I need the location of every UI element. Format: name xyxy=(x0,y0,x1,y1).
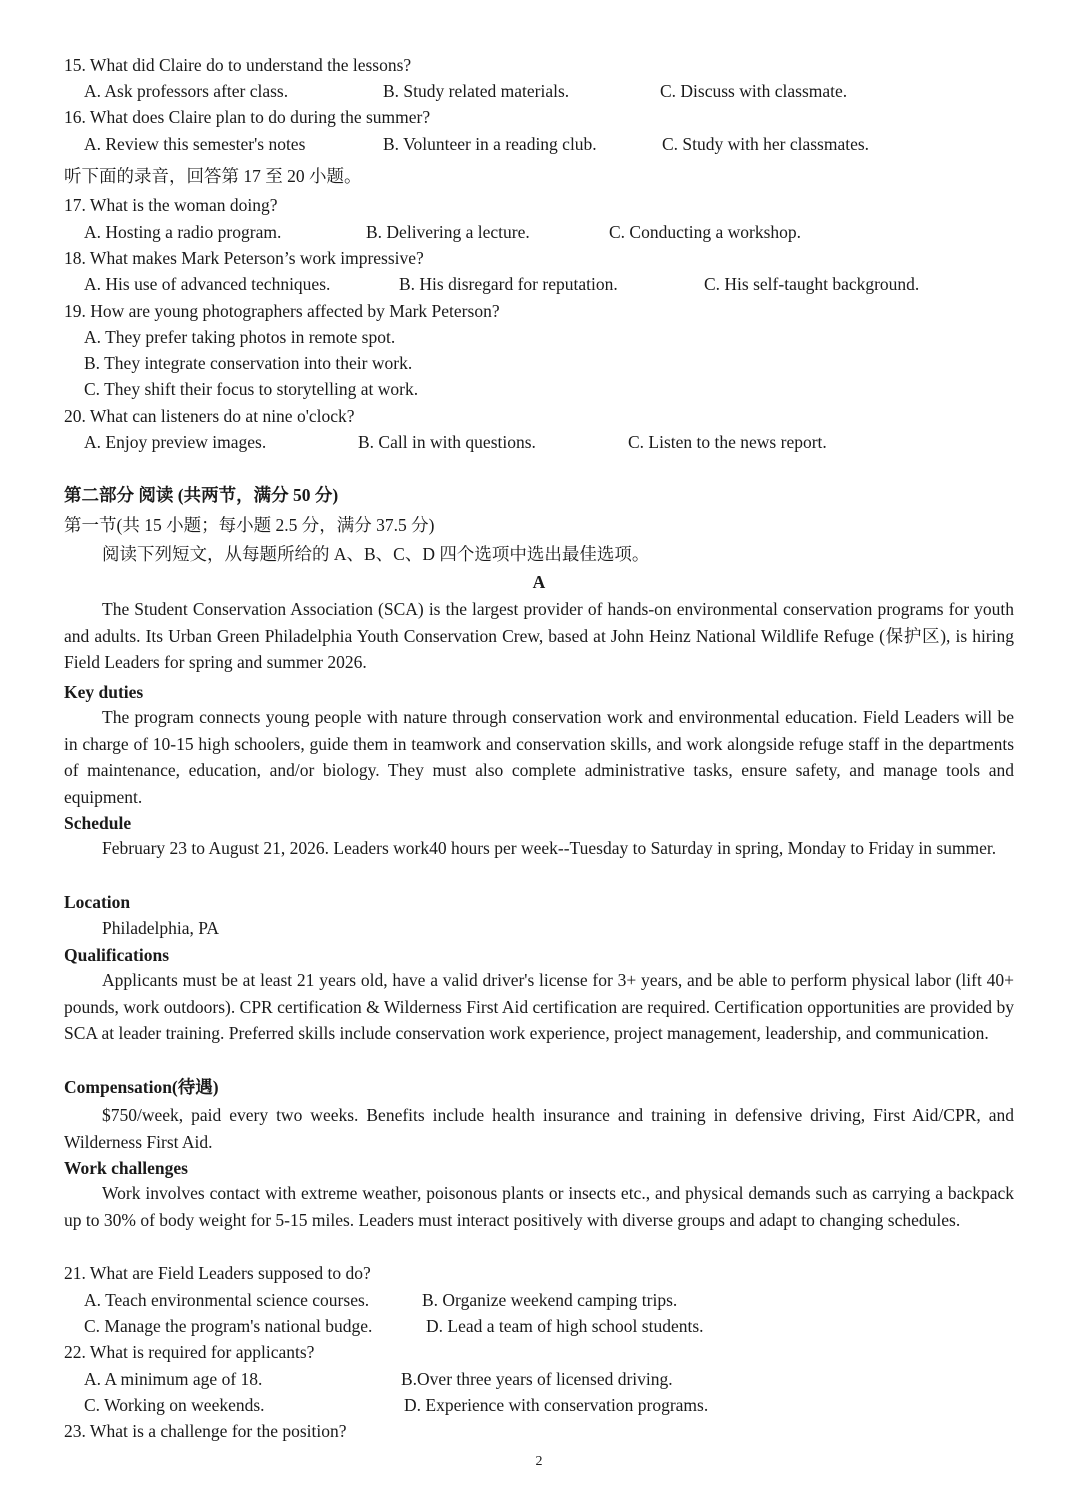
reading-instruction: 阅读下列短文，从每题所给的 A、B、C、D 四个选项中选出最佳选项。 xyxy=(102,544,650,564)
question-18: 18. What makes Mark Peterson’s work impressive? xyxy=(64,248,424,268)
location-heading: Location xyxy=(64,892,131,912)
schedule-paragraph xyxy=(64,835,1014,862)
option-15b: B. Study related materials. xyxy=(383,81,570,101)
schedule-text: February 23 to August 21, 2026. Leaders work40 hours per week--Tuesday to Saturday in spring, Monday to Friday in summer. xyxy=(102,838,997,858)
section-one-title: 第一节(共 15 小题；每小题 2.5 分，满分 37.5 分) xyxy=(64,515,435,535)
qualifications-text: Applicants must be at least 21 years old, have a valid driver's license for 3+ years, and be able to perform physical labor (lift 40+ pounds, work outdoors). CPR certification & Wilderness First Aid certification are required. Certification opportunities are provided by SCA at leader training. Preferred skills include conservation work experience, project management, leadership, and communication. xyxy=(64,970,1014,1043)
qualifications-heading: Qualifications xyxy=(64,945,170,965)
passage-letter: A xyxy=(532,572,546,592)
key-duties-heading: Key duties xyxy=(64,682,144,702)
passage-intro xyxy=(64,596,1014,676)
option-17c: C. Conducting a workshop. xyxy=(609,222,802,242)
work-challenges-text: Work involves contact with extreme weather, poisonous plants or insects etc., and physical demands such as carrying a backpack up to 30% of body weight for 5-15 miles. Leaders must interact positively with diverse groups and adapt to changing schedules. xyxy=(64,1183,1014,1230)
option-21c: C. Manage the program's national budge. xyxy=(84,1316,373,1336)
work-challenges-heading: Work challenges xyxy=(64,1158,188,1178)
option-15c: C. Discuss with classmate. xyxy=(660,81,848,101)
option-17b: B. Delivering a lecture. xyxy=(366,222,530,242)
option-18a: A. His use of advanced techniques. xyxy=(84,274,331,294)
question-22: 22. What is required for applicants? xyxy=(64,1342,315,1362)
option-16c: C. Study with her classmates. xyxy=(662,134,870,154)
option-16a: A. Review this semester's notes xyxy=(84,134,306,154)
option-19a: A. They prefer taking photos in remote spot. xyxy=(84,327,396,347)
compensation-text: $750/week, paid every two weeks. Benefits include health insurance and training in defensive driving, First Aid/CPR, and Wilderness First Aid. xyxy=(64,1105,1014,1152)
passage-intro-text: The Student Conservation Association (SCA) is the largest provider of hands-on environmental conservation programs for youth and adults. Its Urban Green Philadelphia Youth Conservation Crew, based at John Heinz National Wildlife Refuge (保护区), is hiring Field Leaders for spring and summer 2026. xyxy=(64,599,1014,672)
option-22c: C. Working on weekends. xyxy=(84,1395,265,1415)
location-text: Philadelphia, PA xyxy=(102,918,219,938)
compensation-paragraph xyxy=(64,1102,1014,1155)
option-22a: A. A minimum age of 18. xyxy=(84,1369,263,1389)
option-19b: B. They integrate conservation into their work. xyxy=(84,353,413,373)
schedule-heading: Schedule xyxy=(64,813,132,833)
option-18b: B. His disregard for reputation. xyxy=(399,274,618,294)
option-20c: C. Listen to the news report. xyxy=(628,432,827,452)
key-duties-text: The program connects young people with nature through conservation work and environmental education. Field Leaders will be in charge of 10-15 high schoolers, guide them in teamwork and conservation skills, and work alongside refuge staff in the departments of maintenance, education, and/or biology. They must also complete administrative tasks, ensure safety, and manage tools and equipment. xyxy=(64,707,1014,807)
compensation-heading: Compensation(待遇) xyxy=(64,1077,219,1097)
question-15: 15. What did Claire do to understand the lessons? xyxy=(64,55,412,75)
question-20: 20. What can listeners do at nine o'clock? xyxy=(64,406,355,426)
option-16b: B. Volunteer in a reading club. xyxy=(383,134,597,154)
page-number: 2 xyxy=(535,1454,543,1469)
question-23: 23. What is a challenge for the position? xyxy=(64,1421,347,1441)
part-two-title: 第二部分 阅读 (共两节，满分 50 分) xyxy=(64,485,339,505)
key-duties-paragraph xyxy=(64,704,1014,810)
listening-instruction: 听下面的录音，回答第 17 至 20 小题。 xyxy=(64,166,362,186)
option-17a: A. Hosting a radio program. xyxy=(84,222,282,242)
option-21a: A. Teach environmental science courses. xyxy=(84,1290,370,1310)
option-15a: A. Ask professors after class. xyxy=(84,81,289,101)
question-16: 16. What does Claire plan to do during the summer? xyxy=(64,107,431,127)
question-21: 21. What are Field Leaders supposed to do? xyxy=(64,1263,371,1283)
option-21d: D. Lead a team of high school students. xyxy=(426,1316,704,1336)
option-18c: C. His self-taught background. xyxy=(704,274,920,294)
option-19c: C. They shift their focus to storytelling at work. xyxy=(84,379,419,399)
option-22d: D. Experience with conservation programs. xyxy=(404,1395,709,1415)
qualifications-paragraph xyxy=(64,967,1014,1047)
option-21b: B. Organize weekend camping trips. xyxy=(422,1290,678,1310)
question-17: 17. What is the woman doing? xyxy=(64,195,278,215)
option-22b: B.Over three years of licensed driving. xyxy=(401,1369,673,1389)
question-19: 19. How are young photographers affected by Mark Peterson? xyxy=(64,301,500,321)
option-20a: A. Enjoy preview images. xyxy=(84,432,267,452)
work-challenges-paragraph xyxy=(64,1180,1014,1233)
option-20b: B. Call in with questions. xyxy=(358,432,536,452)
